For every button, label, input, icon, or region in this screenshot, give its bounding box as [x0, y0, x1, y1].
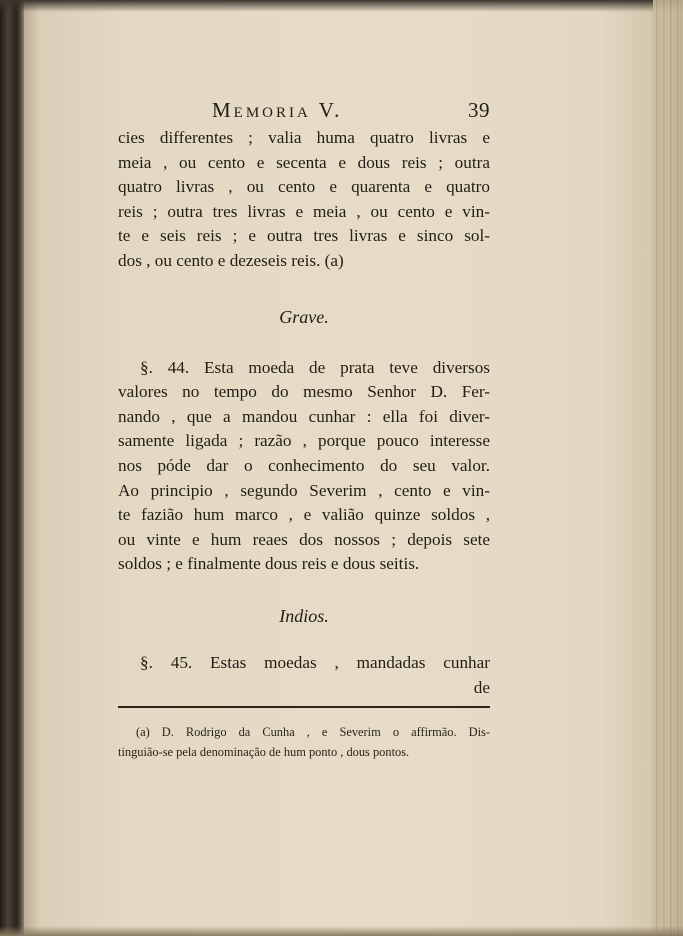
text-line: te e seis reis ; e outra tres livras e sinco sol- — [118, 226, 490, 246]
page-number: 39 — [468, 98, 490, 122]
footnote-rule — [118, 706, 490, 708]
text-line: samente ligada ; razão , porque pouco interesse — [118, 431, 490, 451]
text-line: Ao principio , segundo Severim , cento e vin- — [118, 480, 490, 500]
text-line: reis ; outra tres livras e meia , ou cento e vin- — [118, 201, 490, 221]
book-gutter — [0, 0, 24, 936]
text-line: nos póde dar o conhecimento do seu valor. — [118, 455, 490, 475]
section-heading-grave: Grave. — [279, 306, 329, 327]
page-content — [118, 96, 490, 762]
text-line: §. 45. Estas moedas , mandadas cunhar — [140, 652, 490, 672]
top-shadow — [0, 0, 683, 12]
footnote-line: (a) D. Rodrigo da Cunha , e Severim o affirmão. Dis- — [136, 725, 490, 740]
text-line: §. 44. Esta moeda de prata teve diversos — [140, 357, 490, 377]
text-line: cies differentes ; valia huma quatro livras e — [118, 128, 490, 147]
catchword: de — [473, 677, 490, 697]
paragraph-1 — [118, 126, 490, 274]
paragraph-3 — [118, 651, 490, 700]
section-heading-indios: Indios. — [279, 605, 329, 626]
text-line: te fazião hum marco , e valião quinze soldos , — [118, 505, 490, 525]
text-line: soldos ; e finalmente dous reis e dous seitis. — [118, 554, 420, 574]
text-line: valores no tempo do mesmo Senhor D. Fer- — [118, 382, 490, 402]
text-line: ou vinte e hum reaes dos nossos ; depois sete — [118, 529, 490, 549]
text-line: dos , ou cento e dezeseis reis. (a) — [118, 250, 344, 270]
running-title: Memoria V. — [212, 98, 343, 122]
paragraph-2 — [118, 356, 490, 577]
text-line: nando , que a mandou cunhar : ella foi diver- — [118, 406, 490, 426]
footnote-line: tinguião-se pela denominação de hum ponto , dous pontos. — [118, 745, 410, 760]
page-header — [118, 96, 490, 126]
page-edges — [653, 0, 683, 936]
text-line: quatro livras , ou cento e quarenta e quatro — [118, 177, 490, 197]
bottom-edge — [0, 926, 683, 936]
text-line: meia , ou cento e secenta e dous reis ; outra — [118, 152, 490, 172]
footnote — [118, 722, 490, 762]
